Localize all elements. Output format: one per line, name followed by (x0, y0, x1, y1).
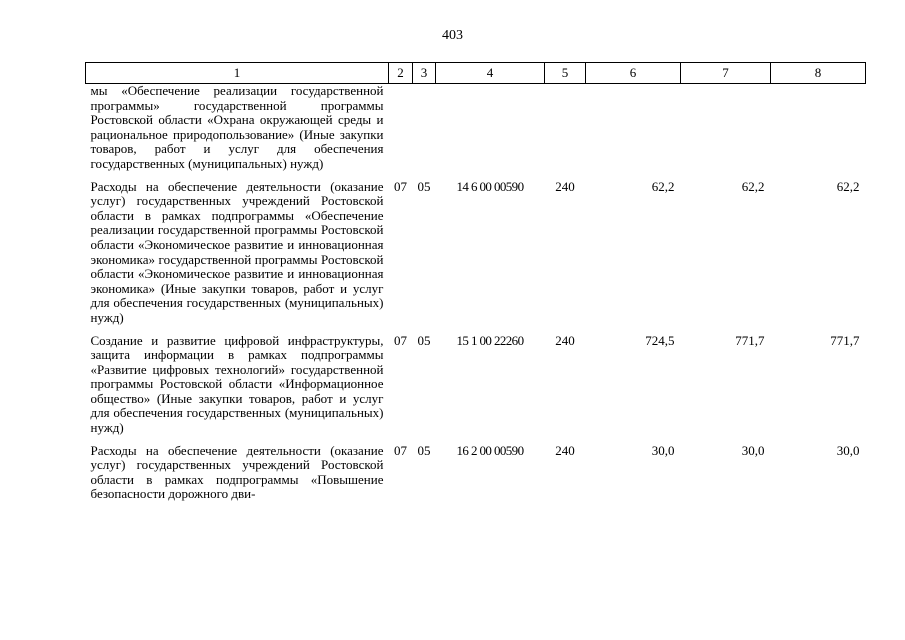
page-number: 403 (442, 28, 463, 43)
row-value-3: 62,2 (836, 178, 860, 194)
table-row (86, 436, 866, 502)
row-rz: 07 (394, 332, 407, 348)
row-vr: 240 (555, 178, 575, 194)
row-pr: 05 (417, 332, 431, 348)
row-vr (545, 84, 586, 172)
row-value-3 (771, 84, 866, 172)
table-row (86, 326, 866, 436)
row-pr: 05 (417, 442, 431, 458)
column-header-7: 7 (681, 63, 771, 84)
row-pr: 05 (417, 178, 431, 194)
row-value-3: 771,7 (830, 332, 860, 348)
column-header-5: 5 (545, 63, 586, 84)
row-description: Расходы на обеспечение деятельности (оказание услуг) государственных учреждений Ростовской области в рамках подпрограммы «Повышение безопасности дорожного дви- (90, 442, 384, 502)
column-header-2: 2 (389, 63, 413, 84)
row-value-1: 30,0 (651, 442, 675, 458)
row-description: Создание и развитие цифровой инфраструктуры, защита информации в рамках подпрограммы «Развитие цифровых технологий» государственной программы Ростовской области «Информационное общество» (Иные закупки товаров, работ и услуг для обеспечения государственных (муниципальных) нужд) (90, 332, 384, 436)
row-value-2: 771,7 (735, 332, 765, 348)
budget-table (85, 62, 866, 502)
row-value-1: 724,5 (645, 332, 675, 348)
row-rz: 07 (394, 178, 407, 194)
column-header-3: 3 (413, 63, 436, 84)
row-value-3: 30,0 (836, 442, 860, 458)
row-rz (389, 84, 413, 172)
row-csr: 16 2 00 00590 (456, 442, 524, 458)
row-value-2 (681, 84, 771, 172)
table-row (86, 84, 866, 172)
row-pr (413, 84, 436, 172)
row-vr: 240 (555, 442, 575, 458)
table-row (86, 172, 866, 326)
row-value-1 (586, 84, 681, 172)
row-csr (436, 84, 545, 172)
row-value-2: 62,2 (741, 178, 765, 194)
column-header-6: 6 (586, 63, 681, 84)
row-csr: 14 6 00 00590 (456, 178, 524, 194)
row-value-1: 62,2 (651, 178, 675, 194)
header-row (86, 63, 866, 84)
row-vr: 240 (555, 332, 575, 348)
row-csr: 15 1 00 22260 (456, 332, 524, 348)
row-value-2: 30,0 (741, 442, 765, 458)
row-description: мы «Обеспечение реализации государственной программы» государственной программы Ростовской области «Охрана окружающей среды и рациональное природопользование» (Иные закупки товаров, работ и услуг для обеспечения государственных (муниципальных) нужд) (90, 83, 384, 171)
column-header-1: 1 (86, 63, 389, 84)
row-description: Расходы на обеспечение деятельности (оказание услуг) государственных учреждений Ростовской области в рамках подпрограммы «Обеспечение реализации государственной программы Ростовской области «Экономическое развитие и инновационная экономика» государственной программы Ростовской области «Экономическое развитие и инновационная экономика» (Иные закупки товаров, работ и услуг для обеспечения государственных (муниципальных) нужд) (90, 178, 384, 325)
row-rz: 07 (394, 442, 407, 458)
column-header-4: 4 (436, 63, 545, 84)
column-header-8: 8 (771, 63, 866, 84)
